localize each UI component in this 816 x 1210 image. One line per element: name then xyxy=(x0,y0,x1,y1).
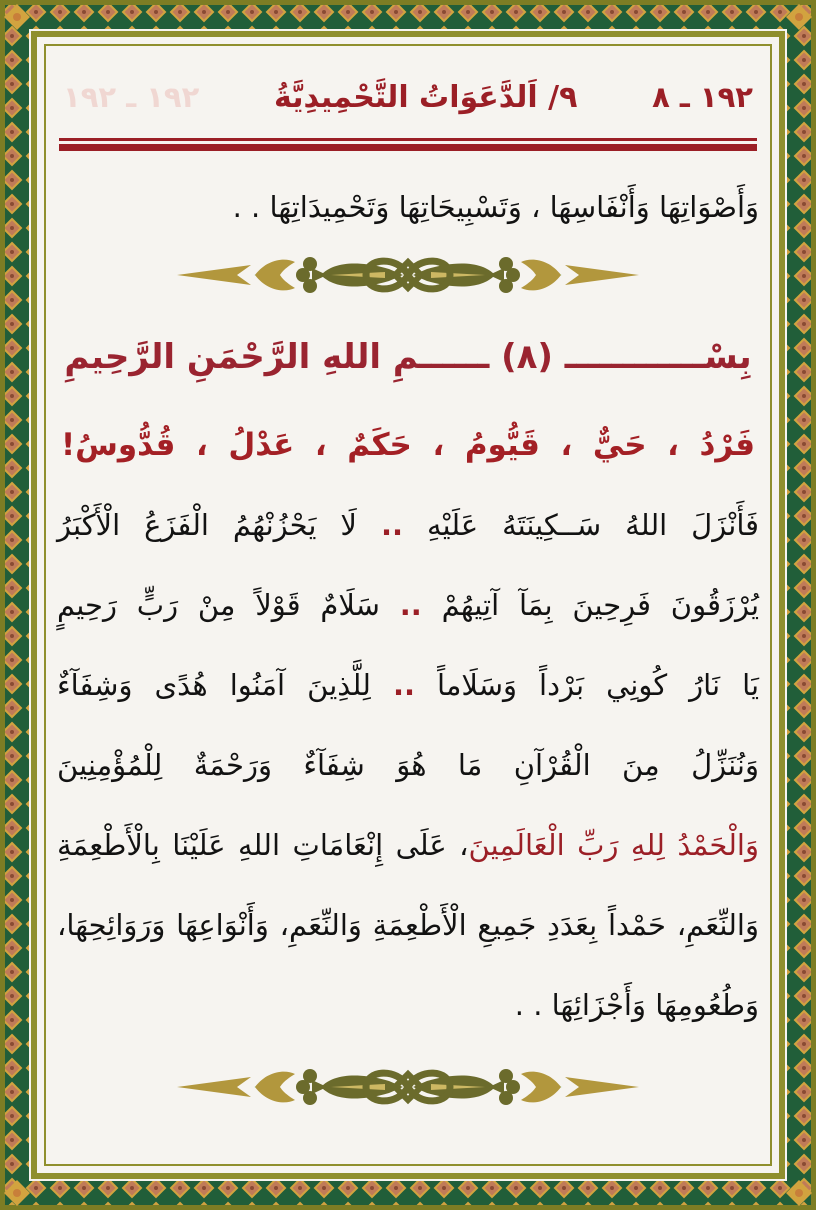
red-dots-separator: .. xyxy=(399,588,422,622)
chapter-title: ٩/ اَلدَّعَوَاتُ التَّحْمِيدِيَّةُ xyxy=(274,80,578,115)
body-line-6: وَالنِّعَمِ، حَمْداً بِعَدَدِ جَمِيعِ الْأَطْعِمَةِ وَالنِّعَمِ، وَأَنْوَاعِهَا وَرَوَائِحِهَا، xyxy=(57,908,759,942)
body-line-2-a: يُرْزَقُونَ فَرِحِينَ بِمَآ آتِيهُمْ xyxy=(441,588,760,622)
body-line-5-black: ، عَلَى إِنْعَامَاتِ اللهِ عَلَيْنَا بِالْأَطْعِمَةِ xyxy=(57,828,469,862)
body-line-1 xyxy=(57,485,759,565)
section-divider-bottom xyxy=(57,1061,759,1113)
divine-names-line: فَرْدُ ، حَيٌّ ، قَيُّومُ ، حَكَمٌ ، عَدْلُ ، قُدُّوسُ! xyxy=(61,427,755,463)
body-line-2-b: سَلَامٌ قَوْلاً مِنْ رَبٍّ رَحِيمٍ xyxy=(57,588,380,622)
body-paragraph xyxy=(57,485,759,1045)
page-number-ref: ١٩٢ ـ ٨ xyxy=(652,80,753,114)
body-line-7: وَطُعُومِهَا وَأَجْزَائِهَا . . xyxy=(514,988,759,1022)
hamd-phrase-red: وَالْحَمْدُ لِلهِ رَبِّ الْعَالَمِينَ xyxy=(468,828,759,862)
body-line-3 xyxy=(57,645,759,725)
knot-arrow-divider-icon xyxy=(173,1061,643,1113)
header-divider-rule xyxy=(59,138,757,151)
bismillah-banner xyxy=(57,315,759,399)
rule-thin-line xyxy=(59,138,757,141)
rule-thick-line xyxy=(59,144,757,151)
body-line-3-b: لِلَّذِينَ آمَنُوا هُدًى وَشِفَآءٌ xyxy=(57,668,371,702)
red-dots-separator: .. xyxy=(380,508,403,542)
body-line-4: وَنُنَزِّلُ مِنَ الْقُرْآنِ مَا هُوَ شِفَآءٌ وَرَحْمَةٌ لِلْمُؤْمِنِينَ xyxy=(57,748,759,782)
body-line-1-b: لَا يَحْزُنْهُمُ الْفَزَعُ الْأَكْبَرُ xyxy=(57,508,357,542)
page-content xyxy=(47,47,769,1163)
body-line-2 xyxy=(57,565,759,645)
red-dots-separator: .. xyxy=(392,668,416,702)
body-line-1-a: فَأَنْزَلَ اللهُ سَــكِينَتَهُ عَلَيْهِ xyxy=(426,508,760,542)
knot-arrow-divider-icon xyxy=(173,249,643,301)
ghost-page-number: ١٩٢ ـ ١٩٢ xyxy=(63,80,200,114)
page-header xyxy=(57,67,759,128)
body-line-3-a: يَا نَارُ كُونِي بَرْداً وَسَلَاماً xyxy=(437,668,760,702)
body-line-5 xyxy=(57,805,759,885)
intro-line: وَأَصْوَاتِهَا وَأَنْفَاسِهَا ، وَتَسْبِيحَاتِهَا وَتَحْمِيدَاتِهَا . . xyxy=(232,190,759,224)
bismillah-text: بِسْــــــــــــ (٨) ــــــمِ اللهِ الرَّحْمَنِ الرَّحِيمِ xyxy=(64,337,752,377)
section-divider-top xyxy=(57,249,759,301)
